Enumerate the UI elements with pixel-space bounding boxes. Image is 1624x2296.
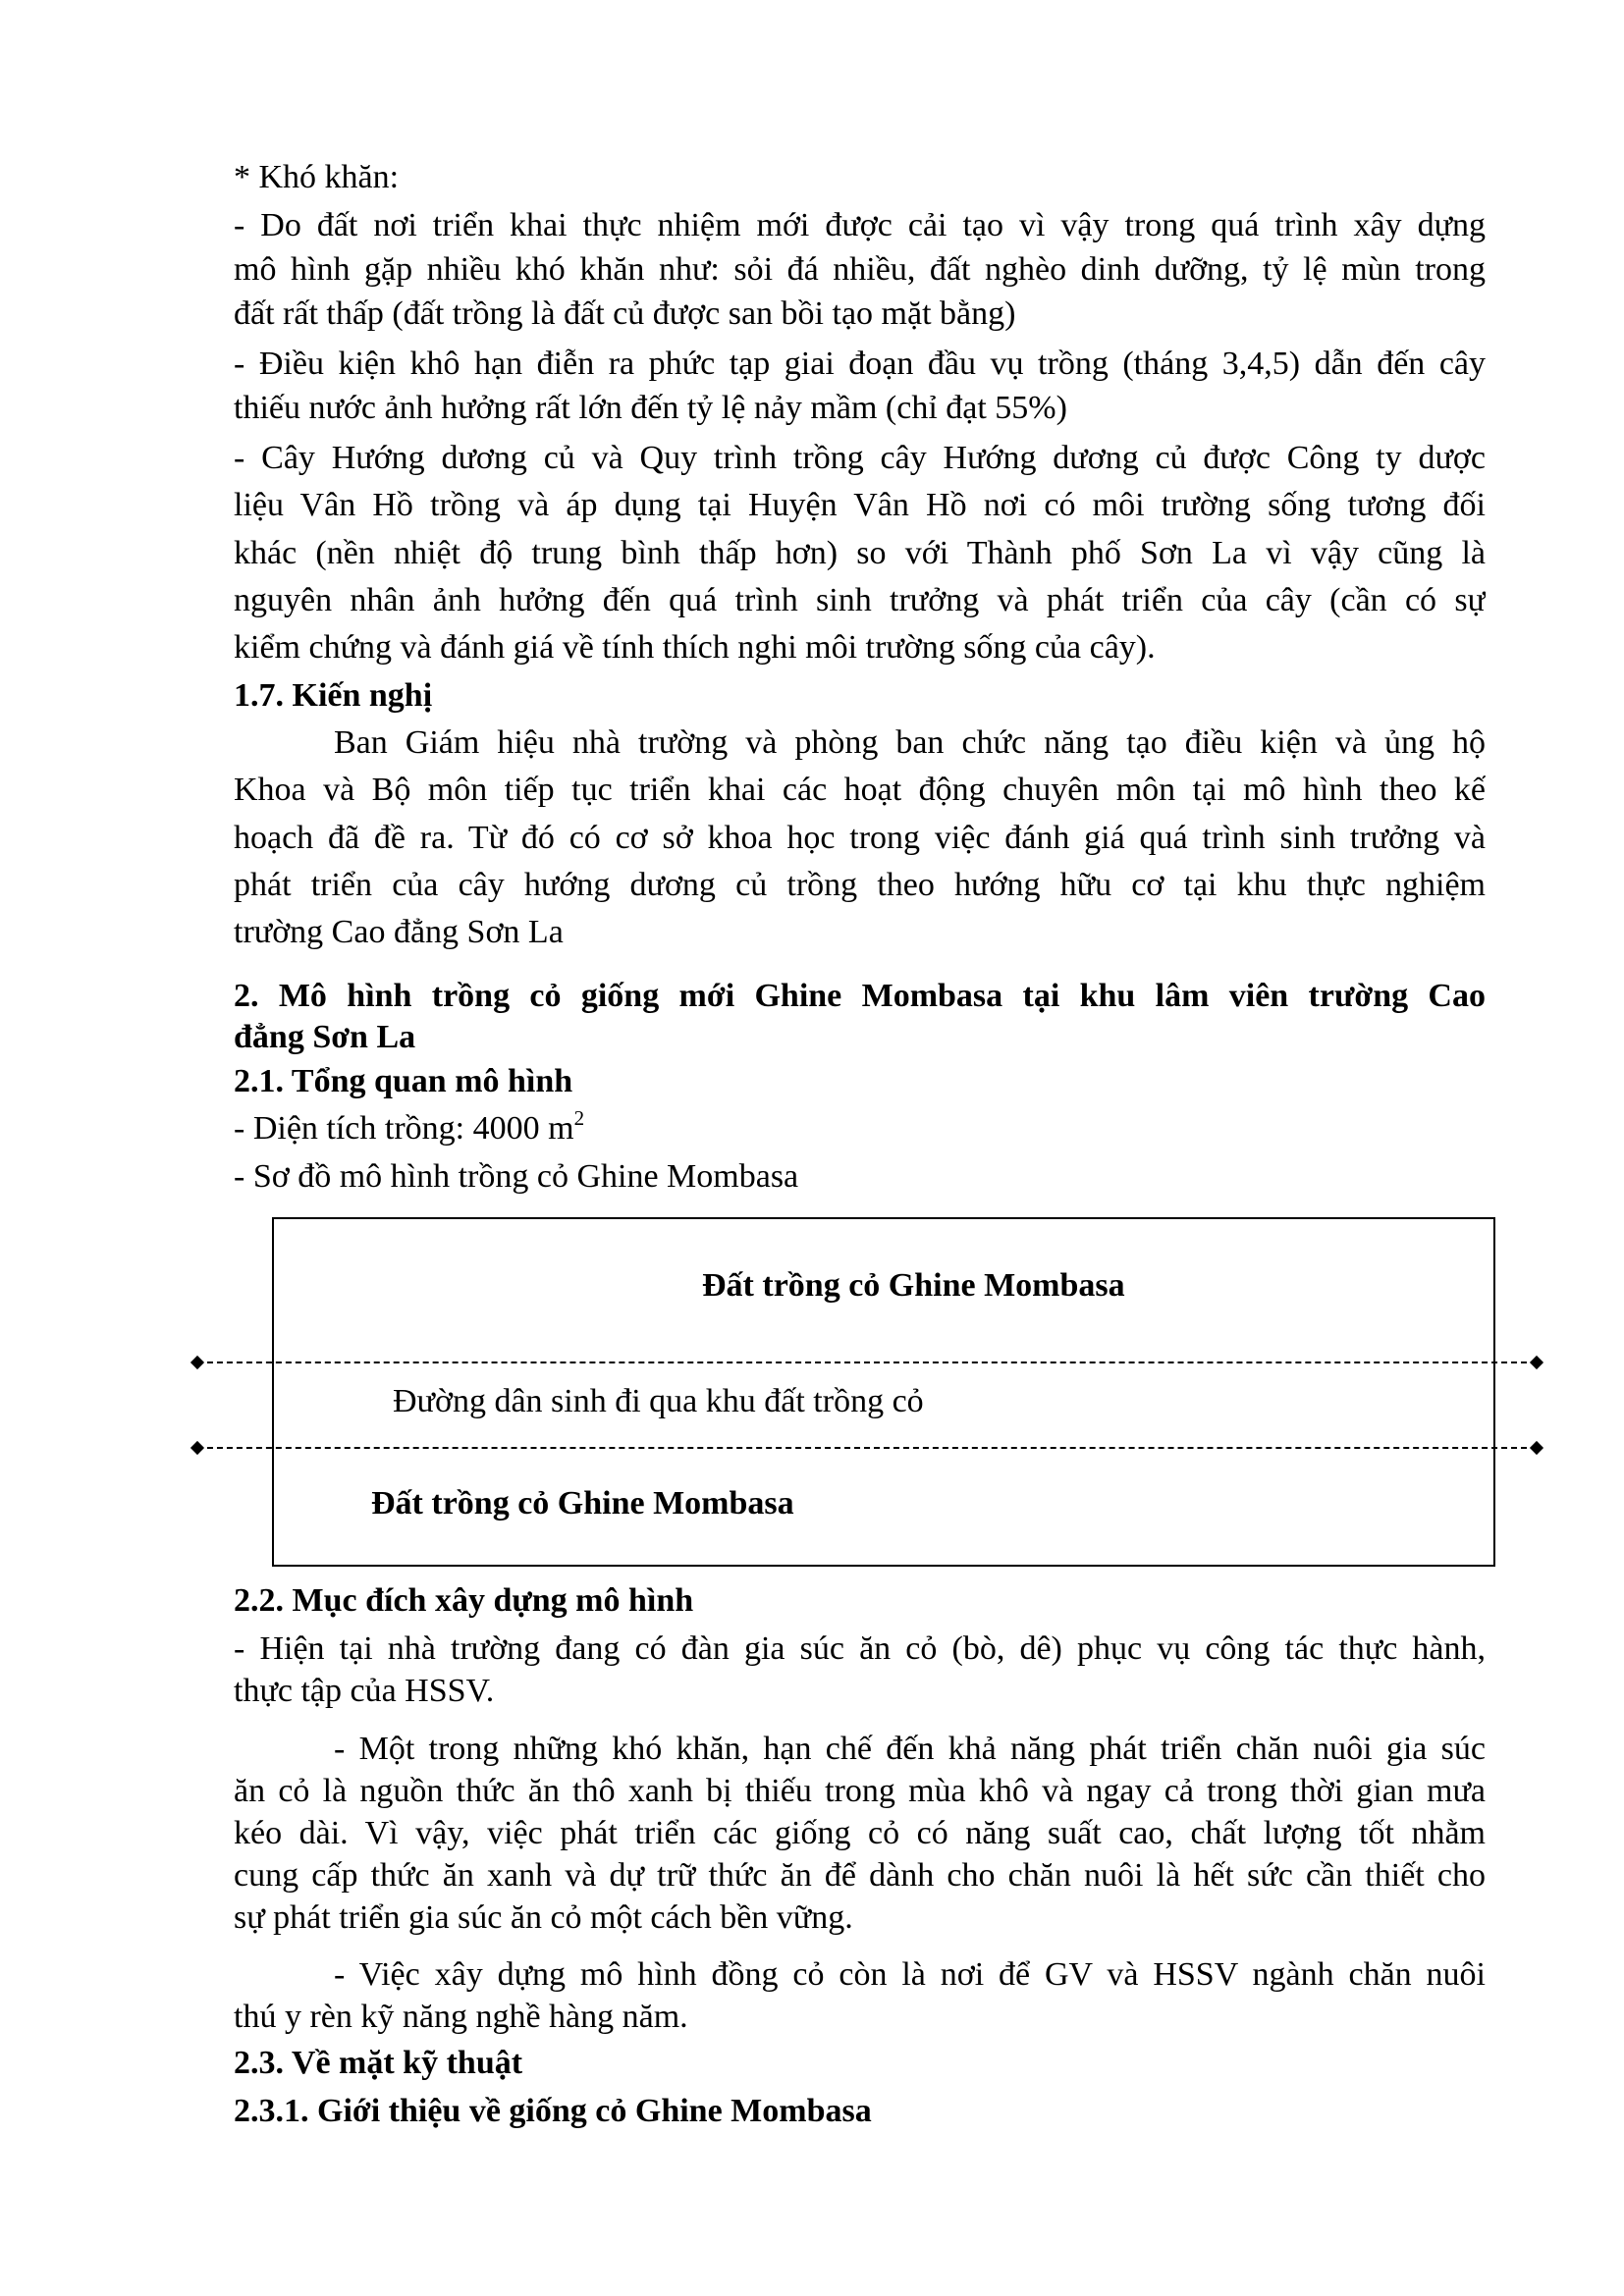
- heading-2-line-1: 2. Mô hình trồng cỏ giống mới Ghine Mombasa tại khu lâm viên trường Cao: [234, 978, 1486, 1014]
- difficulty-3-line-5: kiểm chứng và đánh giá về tính thích nghi môi trường sống của cây).: [234, 629, 1156, 666]
- diagram-bottom-field-label: Đất trồng cỏ Ghine Mombasa: [371, 1485, 794, 1522]
- area-superscript: 2: [573, 1106, 585, 1130]
- difficulty-2-line-2: thiếu nước ảnh hưởng rất lớn đến tỷ lệ nảy mầm (chỉ đạt 55%): [234, 390, 1067, 426]
- purpose-b-line-4: cung cấp thức ăn xanh và dự trữ thức ăn để dành cho chăn nuôi là hết sức cần thiết cho: [234, 1857, 1486, 1894]
- diamond-marker-lower-right: [1530, 1441, 1543, 1455]
- heading-2-3: 2.3. Về mặt kỹ thuật: [234, 2045, 523, 2081]
- recommendation-line-1: Ban Giám hiệu nhà trường và phòng ban chức năng tạo điều kiện và ủng hộ: [334, 724, 1486, 761]
- difficulty-1-line-2: mô hình gặp nhiều khó khăn như: sỏi đá nhiều, đất nghèo dinh dưỡng, tỷ lệ mùn trong: [234, 251, 1486, 288]
- recommendation-line-4: phát triển của cây hướng dương củ trồng theo hướng hữu cơ tại khu thực nghiệm: [234, 867, 1486, 903]
- recommendation-line-5: trường Cao đẳng Sơn La: [234, 914, 564, 950]
- difficulty-3-line-3: khác (nền nhiệt độ trung bình thấp hơn) so với Thành phố Sơn La vì vậy cũng là: [234, 535, 1486, 571]
- scheme-line: - Sơ đồ mô hình trồng cỏ Ghine Mombasa: [234, 1158, 799, 1195]
- difficulty-3-line-1: - Cây Hướng dương củ và Quy trình trồng cây Hướng dương củ được Công ty dược: [234, 440, 1486, 476]
- purpose-b-line-2: ăn cỏ là nguồn thức ăn thô xanh bị thiếu trong mùa khô và ngay cả trong thời gian mưa: [234, 1773, 1486, 1809]
- difficulty-1-line-3: đất rất thấp (đất trồng là đất củ được san bồi tạo mặt bằng): [234, 295, 1016, 332]
- diamond-marker-upper-left: [190, 1356, 204, 1369]
- diamond-marker-upper-right: [1530, 1356, 1543, 1369]
- diamond-marker-lower-left: [190, 1441, 204, 1455]
- heading-1-7: 1.7. Kiến nghị: [234, 677, 433, 714]
- recommendation-line-2: Khoa và Bộ môn tiếp tục triển khai các hoạt động chuyên môn tại mô hình theo kế: [234, 772, 1486, 808]
- heading-2-1: 2.1. Tổng quan mô hình: [234, 1063, 573, 1099]
- purpose-a-line-1: - Hiện tại nhà trường đang có đàn gia súc ăn cỏ (bò, dê) phục vụ công tác thực hành,: [234, 1630, 1486, 1667]
- purpose-c-line-2: thú y rèn kỹ năng nghề hàng năm.: [234, 1999, 688, 2035]
- heading-2-3-1: 2.3.1. Giới thiệu về giống cỏ Ghine Mombasa: [234, 2093, 872, 2129]
- difficulty-2-line-1: - Điều kiện khô hạn điễn ra phức tạp giai đoạn đầu vụ trồng (tháng 3,4,5) dẫn đến cây: [234, 346, 1486, 382]
- area-text: - Diện tích trồng: 4000 m: [234, 1110, 574, 1147]
- road-boundary-lower: [197, 1447, 1537, 1449]
- difficulty-3-line-2: liệu Vân Hồ trồng và áp dụng tại Huyện Vân Hồ nơi có môi trường sống tương đối: [234, 487, 1486, 523]
- heading-2-2: 2.2. Mục đích xây dựng mô hình: [234, 1582, 694, 1619]
- purpose-b-line-5: sự phát triển gia súc ăn cỏ một cách bền vững.: [234, 1899, 853, 1936]
- difficulty-heading: * Khó khăn:: [234, 159, 400, 195]
- difficulty-3-line-4: nguyên nhân ảnh hưởng đến quá trình sinh trưởng và phát triển của cây (cần có sự: [234, 582, 1486, 618]
- diagram-top-field-label: Đất trồng cỏ Ghine Mombasa: [702, 1267, 1125, 1304]
- area-line: [234, 1107, 1486, 1150]
- purpose-a-line-2: thực tập của HSSV.: [234, 1673, 495, 1709]
- purpose-b-line-3: kéo dài. Vì vậy, việc phát triển các giống cỏ có năng suất cao, chất lượng tốt nhằm: [234, 1815, 1486, 1851]
- purpose-b-line-1: - Một trong những khó khăn, hạn chế đến khả năng phát triển chăn nuôi gia súc: [334, 1731, 1486, 1767]
- difficulty-1-line-1: - Do đất nơi triển khai thực nhiệm mới được cải tạo vì vậy trong quá trình xây dựng: [234, 207, 1486, 243]
- purpose-c-line-1: - Việc xây dựng mô hình đồng cỏ còn là nơi để GV và HSSV ngành chăn nuôi: [334, 1956, 1486, 1993]
- road-boundary-upper: [197, 1362, 1537, 1363]
- recommendation-line-3: hoạch đã đề ra. Từ đó có cơ sở khoa học trong việc đánh giá quá trình sinh trưởng và: [234, 820, 1486, 856]
- heading-2-line-2: đẳng Sơn La: [234, 1019, 416, 1055]
- diagram-road-label: Đường dân sinh đi qua khu đất trồng cỏ: [393, 1383, 924, 1419]
